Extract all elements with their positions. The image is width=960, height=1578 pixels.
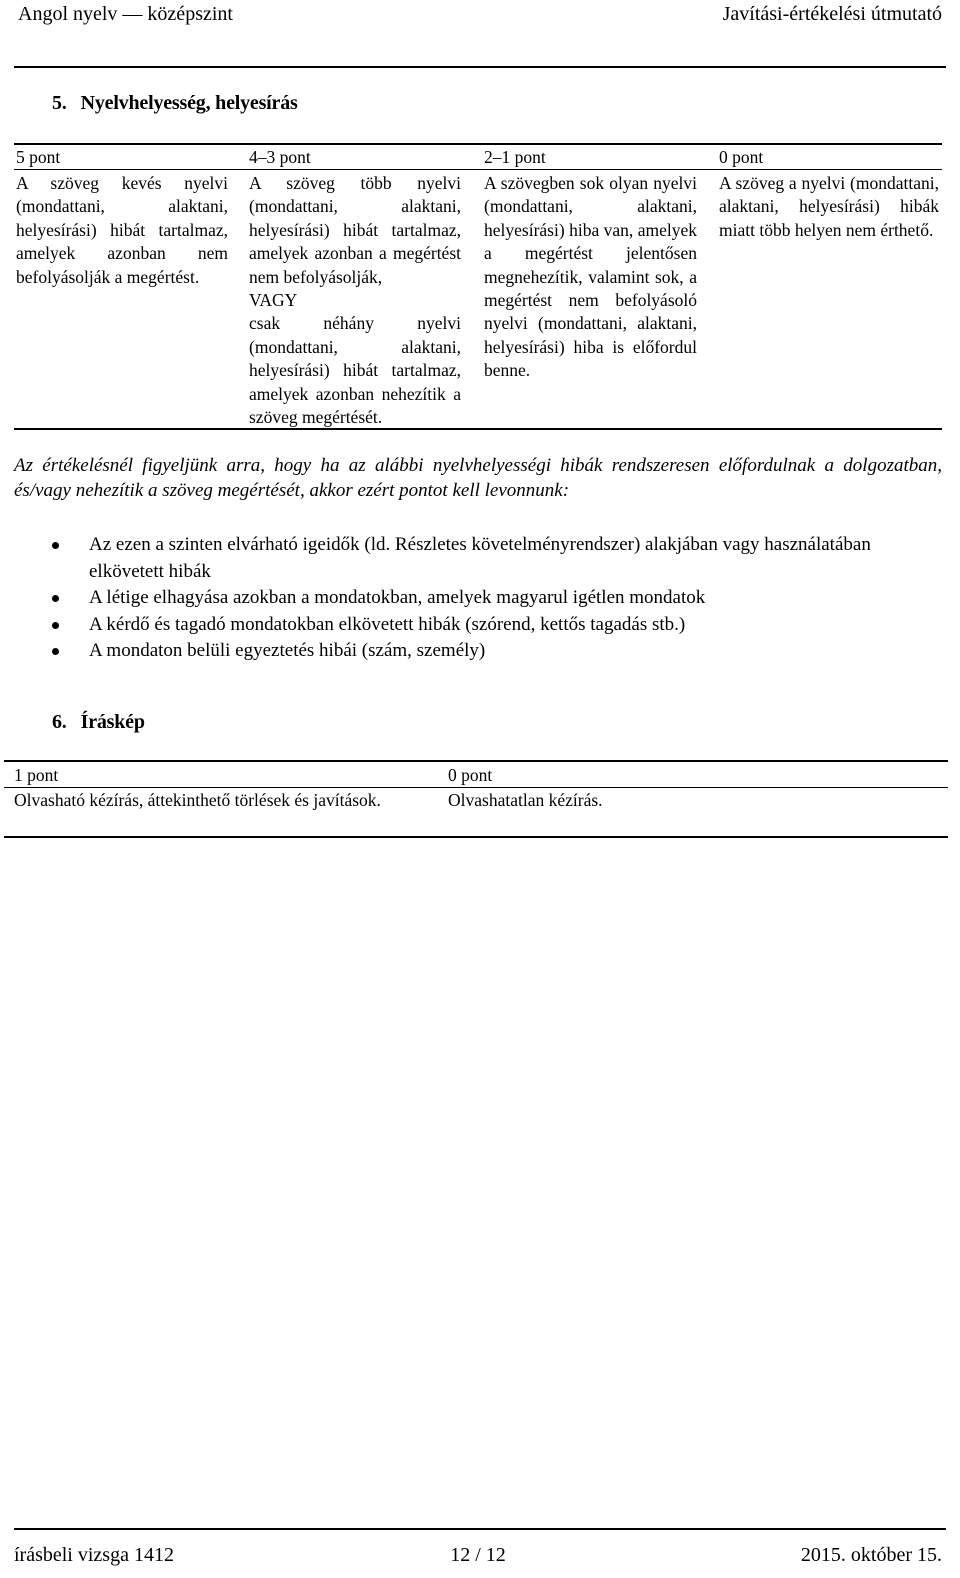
evaluation-note: Az értékelésnél figyeljünk arra, hogy ha az alábbi nyelvhelyességi hibák rendszeresen előfordulnak a dolgozatban, és/vagy nehezítik a szöveg megértését, akkor ezért pontot kell levonnunk: bbox=[14, 455, 942, 501]
footer-page-number: 12 / 12 bbox=[450, 1544, 506, 1566]
list-item: A mondaton belüli egyeztetés hibái (szám, személy) bbox=[52, 638, 912, 665]
footer-exam-id: írásbeli vizsga 1412 bbox=[14, 1544, 174, 1566]
table-body-row bbox=[14, 170, 942, 428]
table-body-row bbox=[4, 788, 948, 836]
table-cell-0pont: Olvashatatlan kézírás. bbox=[448, 790, 603, 810]
list-item: Az ezen a szinten elvárható igeidők (ld. Részletes követelményrendszer) alakjában vagy használatában elkövetett hibák bbox=[52, 532, 912, 585]
table-header-row bbox=[4, 762, 948, 788]
footer-date: 2015. október 15. bbox=[800, 1544, 942, 1566]
section-5-number: 5. bbox=[52, 92, 67, 114]
table-cell-5pont bbox=[16, 172, 228, 289]
footer-rule bbox=[14, 1528, 946, 1530]
header-rule bbox=[14, 66, 946, 68]
handwriting-scoring-table bbox=[4, 760, 948, 838]
section-6-title bbox=[52, 711, 145, 734]
table-cell-4-3pont bbox=[249, 172, 461, 429]
page-header bbox=[18, 0, 942, 34]
cell-text: A szövegben sok olyan nyelvi (mondattani, alaktani, helyesírási) hiba van, amelyek a megértést jelentősen megnehezítik, valamint sok, a megértést nem befolyásoló nyelvi (mondattani, alaktani, helyesírási) hiba is előfordul benne. bbox=[484, 173, 697, 381]
table-cell-2-1pont bbox=[484, 172, 697, 383]
table-cell-1pont: Olvasható kézírás, áttekinthető törlések és javítások. bbox=[14, 790, 381, 810]
column-header-2-1pont: 2–1 pont bbox=[484, 147, 546, 167]
column-header-0pont: 0 pont bbox=[719, 147, 764, 167]
section-5-heading: Nyelvhelyesség, helyesírás bbox=[80, 92, 298, 114]
table-header-row bbox=[14, 145, 942, 170]
table-cell-0pont bbox=[719, 172, 939, 242]
error-list bbox=[52, 532, 912, 665]
cell-text: A szöveg a nyelvi (mondattani, alaktani, helyesírási) hibák miatt több helyen nem érthető. bbox=[719, 173, 939, 240]
cell-text: A szöveg kevés nyelvi (mondattani, alaktani, helyesírási) hibát tartalmaz, amelyek azonban nem befolyásolják a megértést. bbox=[16, 173, 228, 287]
cell-or-label: VAGY bbox=[249, 290, 298, 311]
list-item: A kérdő és tagadó mondatokban elkövetett hibák (szórend, kettős tagadás stb.) bbox=[52, 612, 912, 639]
column-header-0pont: 0 pont bbox=[448, 765, 493, 785]
cell-text-continued: csak néhány nyelvi (mondattani, alaktani, helyesírási) hibát tartalmaz, amelyek azonban nehezítik a szöveg megértését. bbox=[249, 313, 461, 428]
section-6-number: 6. bbox=[52, 711, 67, 733]
header-subject: Angol nyelv — középszint bbox=[18, 3, 233, 25]
grammar-scoring-table bbox=[14, 143, 942, 430]
list-item: A létige elhagyása azokban a mondatokban, amelyek magyarul igétlen mondatok bbox=[52, 585, 912, 612]
section-6-heading: Íráskép bbox=[80, 711, 145, 733]
page-footer bbox=[14, 1542, 942, 1570]
cell-text: A szöveg több nyelvi (mondattani, alaktani, helyesírási) hibát tartalmaz, amelyek azonban a megértést nem befolyásolják, bbox=[249, 173, 461, 287]
column-header-1pont: 1 pont bbox=[14, 765, 59, 785]
column-header-5pont: 5 pont bbox=[16, 147, 61, 167]
header-doc-type: Javítási-értékelési útmutató bbox=[722, 3, 942, 25]
column-header-4-3pont: 4–3 pont bbox=[249, 147, 311, 167]
section-5-title bbox=[52, 92, 298, 115]
